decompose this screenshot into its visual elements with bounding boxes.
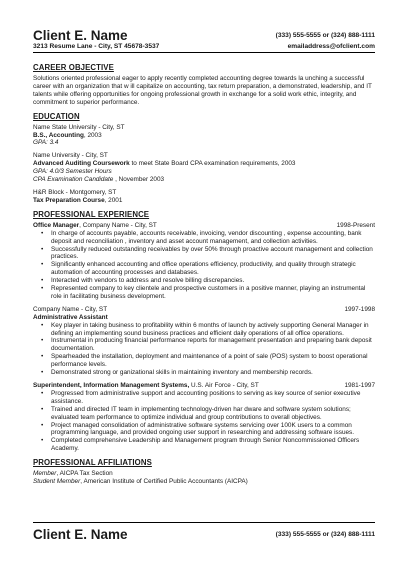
job-dates: 1997-1998 (344, 305, 375, 313)
course-year: , 2001 (104, 196, 123, 204)
job-dates: 1981-1997 (344, 382, 375, 389)
job-dates: 1998-Present (336, 221, 375, 229)
job-entry (33, 222, 375, 301)
cpa-date: , November 2003 (113, 176, 165, 184)
affiliation-role: Member (33, 470, 57, 478)
course: Tax Preparation Course (33, 196, 105, 204)
school: H&R Block - Montgomery, ST (33, 188, 117, 196)
affiliation-role: Student Member (33, 478, 81, 486)
bullet-item: • Trained and directed IT team in implementing technology-driven har dware and software system solutions; evaluated team performance to optimize individual and group contributions to overall objectives. (51, 406, 375, 422)
school: Name University - City, ST (33, 152, 108, 160)
education-entry (33, 189, 375, 205)
objective-text: Solutions oriented professional eager to apply recently completed accounting degree towards la unching a successful career with an organization that w ill capitalize on accounting, tax return preparation, a demonstrated, leadership, and IT talents while offering opportunities for ongoing professional growth in exchange for a solid work ethic, integrity, and commitment to superior performance. (33, 75, 372, 106)
coursework: Advanced Auditing Coursework (33, 160, 130, 168)
bullet-item: • Significantly enhanced accounting and office operations efficiency, productivity, and quality through strategic automation of accounting processes and databases. (51, 261, 375, 277)
job-bullets (33, 390, 375, 453)
gpa: GPA: 3.4 (33, 139, 59, 147)
section-title: PROFESSIONAL EXPERIENCE (33, 209, 150, 219)
resume-body (33, 63, 375, 486)
affiliation-org: , American Institute of Certified Public Accountants (AICPA) (80, 478, 248, 486)
coursework-detail: to meet State Board CPA examination requirements, 2003 (129, 160, 296, 168)
bullet-item: • Successfully reduced outstanding receivables by over 50% through proactive account management and collection practices. (51, 246, 375, 262)
bullet-item: • Progressed from administrative support and accounting positions to serving as key source of senior executive assistance. (51, 390, 375, 406)
bullet-item: • Project managed consolidation of administrative software systems servicing over 100K users to a common programming language, and provided ongoing user support in researching and addressing software issues. (51, 422, 375, 438)
education-entry (33, 124, 375, 148)
bullet-item: • Represented company to key clientele and prospective customers in a positive manner, playing an instrumental role in facilitating business development. (51, 285, 375, 301)
job-company: U.S. Air Force - City, ST (189, 382, 259, 389)
job-entry (33, 382, 375, 453)
footer-phone-numbers: (333) 555-5555 or (324) 888-1111 (275, 531, 375, 538)
affiliations-section (33, 458, 375, 486)
affiliation-line (33, 470, 375, 478)
bullet-item: • Interacted with vendors to address and resolve billing discrepancies. (51, 277, 375, 285)
affiliation-line (33, 478, 375, 486)
job-bullets (33, 230, 375, 301)
gpa: GPA: 4.0/3 Semester Hours (33, 168, 112, 176)
degree: B.S., Accounting (33, 131, 84, 139)
footer-divider (33, 522, 375, 523)
experience-section (33, 210, 375, 458)
bullet-item: • In charge of accounts payable, accounts receivable, invoicing, vendor discounting , expense accounting, bank deposit and reconciliation , inventory and asset account management, and collection activities. (51, 230, 375, 246)
affiliation-org: , AICPA Tax Section (56, 470, 113, 478)
bullet-item: • Instrumental in producing financial performance reports for management presentation and preparing bank deposit documentation. (51, 337, 375, 353)
phone-numbers: (333) 555-5555 or (324) 888-1111 (275, 32, 375, 39)
bullet-item: • Demonstrated strong or ganizational skills in maintaining inventory and membership records. (51, 369, 375, 377)
job-entry (33, 306, 375, 377)
job-company: , Company Name - City, ST (79, 221, 157, 229)
email-address[interactable]: emailaddress@ofclient.com (287, 43, 375, 50)
bullet-item: • Spearheaded the installation, deployment and maintenance of a point of sale (POS) system to boost operational performance levels. (51, 353, 375, 369)
job-company: Company Name - City, ST (33, 305, 108, 313)
career-objective-section (33, 63, 375, 107)
footer-client-name: Client E. Name (33, 527, 128, 542)
education-entry (33, 152, 375, 184)
job-bullets (33, 322, 375, 377)
job-title: Superintendent, Information Management Systems, (33, 382, 190, 389)
section-title: CAREER OBJECTIVE (33, 63, 114, 72)
bullet-item: • Completed comprehensive Leadership and Management program through Senior Noncommissioned Officers Academy. (51, 437, 375, 453)
job-title: Office Manager (33, 221, 80, 229)
bullet-item: • Key player in taking business to profitability within 6 months of launch by actively supporting General Manager in defining an implementing sound business practices and efficient daily operations of all office operations. (51, 322, 375, 338)
degree-year: , 2003 (83, 131, 102, 139)
header-divider (33, 52, 375, 53)
section-title: EDUCATION (33, 111, 80, 121)
section-title: PROFESSIONAL AFFILIATIONS (33, 458, 152, 468)
client-name: Client E. Name (33, 28, 128, 43)
cpa-candidate: CPA Examination Candidate (33, 176, 114, 184)
job-title: Administrative Assistant (33, 313, 108, 321)
school: Name State University - City, ST (33, 123, 125, 131)
mailing-address: 3213 Resume Lane - City, ST 45678-3537 (33, 43, 160, 50)
education-section (33, 112, 375, 210)
